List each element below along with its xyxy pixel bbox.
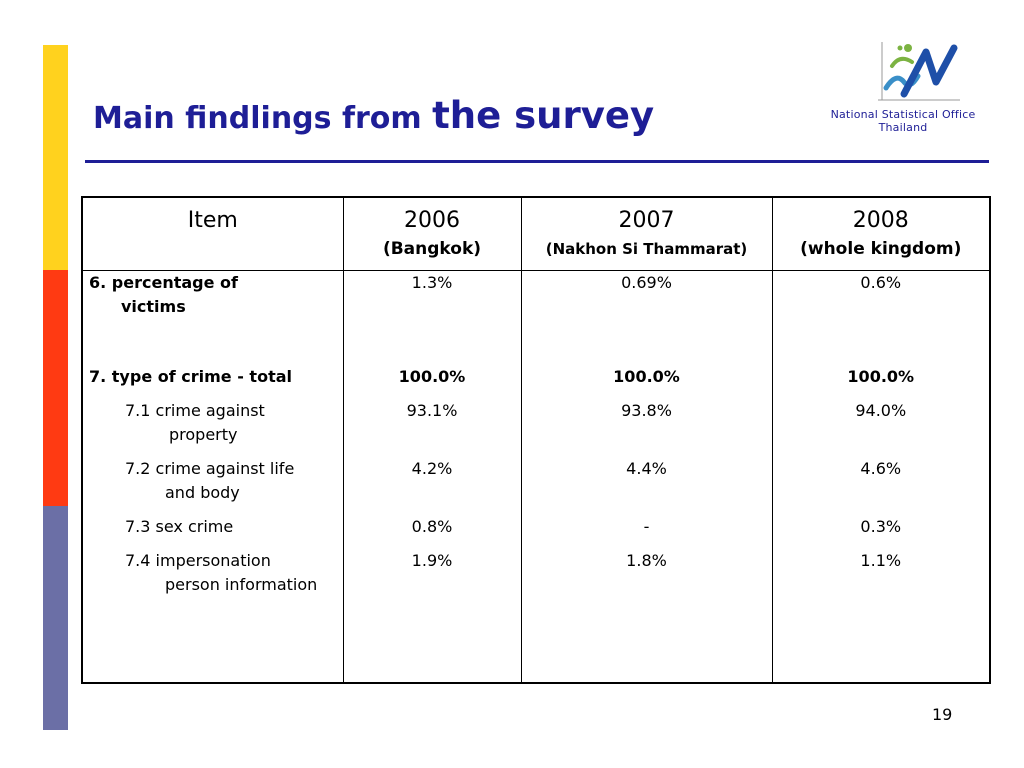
row-7-1-label: 7.1 crime against property — [82, 399, 343, 457]
title-part-1: Main findlings from — [93, 101, 433, 136]
row-7-4-2007: 1.8% — [521, 549, 772, 684]
row-7-3-label: 7.3 sex crime — [82, 515, 343, 549]
row-6-2007: 0.69% — [521, 271, 772, 365]
header-item: Item — [82, 197, 343, 271]
row-7-4-label: 7.4 impersonation person information — [82, 549, 343, 684]
row-7-2-2006: 4.2% — [343, 457, 521, 515]
row-7-1-2008: 94.0% — [772, 399, 990, 457]
table-row — [82, 365, 990, 399]
table-header-row — [82, 197, 990, 271]
table-row — [82, 457, 990, 515]
table-row — [82, 399, 990, 457]
table-row — [82, 549, 990, 684]
row-7-4-2008: 1.1% — [772, 549, 990, 684]
row-7-2007: 100.0% — [521, 365, 772, 399]
nso-logo-text — [812, 108, 994, 134]
row-7-3-2007: - — [521, 515, 772, 549]
row-7-3-2008: 0.3% — [772, 515, 990, 549]
header-2007: 2007 (Nakhon Si Thammarat) — [521, 197, 772, 271]
logo-line-1: National Statistical Office — [830, 108, 976, 121]
accent-bar-red — [43, 270, 68, 506]
row-7-3-2006: 0.8% — [343, 515, 521, 549]
row-7-2006: 100.0% — [343, 365, 521, 399]
row-7-4-2006: 1.9% — [343, 549, 521, 684]
title-divider — [85, 160, 989, 163]
row-7-2-label: 7.2 crime against life and body — [82, 457, 343, 515]
row-7-label: 7. type of crime - total — [82, 365, 343, 399]
row-7-2008: 100.0% — [772, 365, 990, 399]
row-6-label: 6. percentage of victims — [82, 271, 343, 365]
row-6-2008: 0.6% — [772, 271, 990, 365]
nso-logo — [812, 38, 994, 138]
title-part-2: the survey — [432, 94, 655, 137]
logo-line-2: Thailand — [878, 121, 928, 134]
findings-table — [81, 196, 991, 684]
accent-bar-yellow — [43, 45, 68, 270]
row-6-2006: 1.3% — [343, 271, 521, 365]
header-2006: 2006 (Bangkok) — [343, 197, 521, 271]
row-7-1-2006: 93.1% — [343, 399, 521, 457]
row-7-2-2007: 4.4% — [521, 457, 772, 515]
slide-title — [93, 94, 655, 137]
nso-logo-icon — [874, 38, 964, 102]
page-number: 19 — [932, 705, 953, 724]
row-7-2-2008: 4.6% — [772, 457, 990, 515]
table-row — [82, 515, 990, 549]
accent-bar-blue — [43, 506, 68, 730]
table-row — [82, 271, 990, 365]
header-2008: 2008 (whole kingdom) — [772, 197, 990, 271]
row-7-1-2007: 93.8% — [521, 399, 772, 457]
